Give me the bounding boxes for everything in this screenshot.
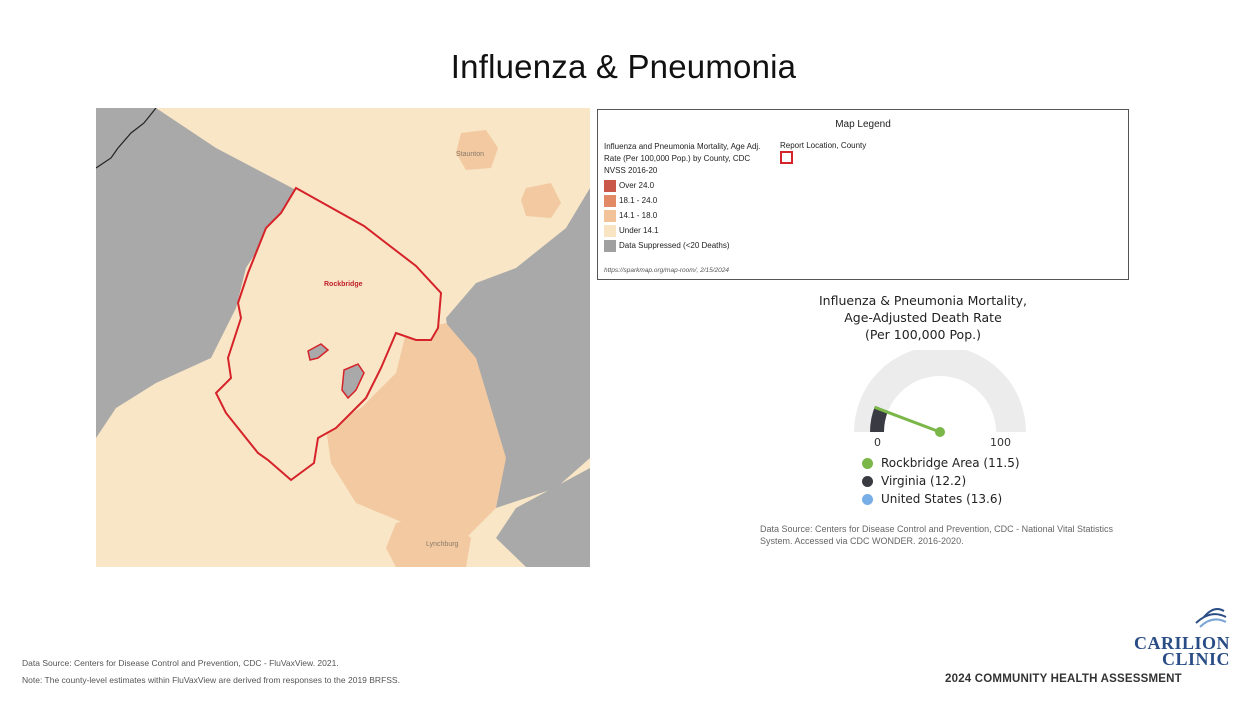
legend-item-label: 14.1 - 18.0 xyxy=(619,211,658,220)
map-label-staunton: Staunton xyxy=(456,151,485,158)
map-label-rockbridge: Rockbridge xyxy=(324,281,363,288)
gauge-legend-item-rockbridge xyxy=(862,454,1020,472)
legend-swatch xyxy=(604,225,616,237)
legend-item-18-24 xyxy=(604,193,730,208)
logo-word-carilion: CARILION xyxy=(1133,633,1230,653)
legend-title: Map Legend xyxy=(835,119,891,130)
map-svg xyxy=(96,108,590,567)
legend-item-label: Data Suppressed (<20 Deaths) xyxy=(619,241,730,250)
gauge-min-label: 0 xyxy=(874,436,881,449)
legend-dot xyxy=(862,494,873,505)
legend-url[interactable]: https://sparkmap.org/map-room/, 2/15/2024 xyxy=(604,267,730,274)
gauge-max-label: 100 xyxy=(990,436,1011,449)
legend-item-over-24 xyxy=(604,178,730,193)
legend-item-label: 18.1 - 24.0 xyxy=(619,196,658,205)
legend-item-suppressed xyxy=(604,238,730,253)
legend-item-under-14 xyxy=(604,223,730,238)
legend-swatch xyxy=(604,195,616,207)
gauge-data-source: Data Source: Centers for Disease Control and Prevention, CDC - National Vital Statistics System. Accessed via CDC WONDER. 2016-2020. xyxy=(760,524,1113,546)
gauge-title xyxy=(770,292,1076,343)
gauge-legend xyxy=(862,454,1020,508)
legend-swatch xyxy=(604,240,616,252)
gauge-legend-label: Rockbridge Area (11.5) xyxy=(881,456,1020,470)
county-map[interactable] xyxy=(96,108,590,567)
gauge-legend-label: United States (13.6) xyxy=(881,492,1003,506)
legend-item-14-18 xyxy=(604,208,730,223)
legend-swatch xyxy=(604,210,616,222)
footer-data-source xyxy=(22,655,400,689)
legend-items xyxy=(604,178,730,253)
gauge xyxy=(840,350,1040,450)
carilion-logo xyxy=(1130,603,1230,673)
legend-dot xyxy=(862,476,873,487)
footer-source-line: Data Source: Centers for Disease Control and Prevention, CDC - FluVaxView. 2021. xyxy=(22,658,339,668)
gauge-legend-label: Virginia (12.2) xyxy=(881,474,967,488)
gauge-legend-item-us xyxy=(862,490,1020,508)
legend-heading: Influenza and Pneumonia Mortality, Age Adj. Rate (Per 100,000 Pop.) by County, CDC NVSS 2016-20 xyxy=(604,142,761,175)
gauge-title-line: (Per 100,000 Pop.) xyxy=(865,327,981,342)
legend-dot xyxy=(862,458,873,469)
map-label-lynchburg: Lynchburg xyxy=(426,541,459,548)
legend-item-label: Over 24.0 xyxy=(619,181,655,190)
legend-swatch xyxy=(604,180,616,192)
gauge-legend-item-virginia xyxy=(862,472,1020,490)
gauge-title-line: Age-Adjusted Death Rate xyxy=(844,310,1002,325)
legend-report-location: Report Location, County xyxy=(780,141,867,150)
logo-word-clinic: CLINIC xyxy=(1161,649,1230,669)
map-legend xyxy=(597,109,1129,280)
report-location-swatch xyxy=(780,151,793,164)
legend-item-label: Under 14.1 xyxy=(619,226,659,235)
gauge-svg xyxy=(840,350,1040,450)
gauge-needle-hub xyxy=(935,427,945,437)
assessment-label: 2024 COMMUNITY HEALTH ASSESSMENT xyxy=(945,673,1182,685)
page-title: Influenza & Pneumonia xyxy=(450,48,797,85)
gauge-title-line: Influenza & Pneumonia Mortality, xyxy=(819,293,1027,308)
logo-wave-icon xyxy=(1194,603,1228,629)
footer-note-line: Note: The county-level estimates within FluVaxView are derived from responses to the 2019 BRFSS. xyxy=(22,675,400,685)
